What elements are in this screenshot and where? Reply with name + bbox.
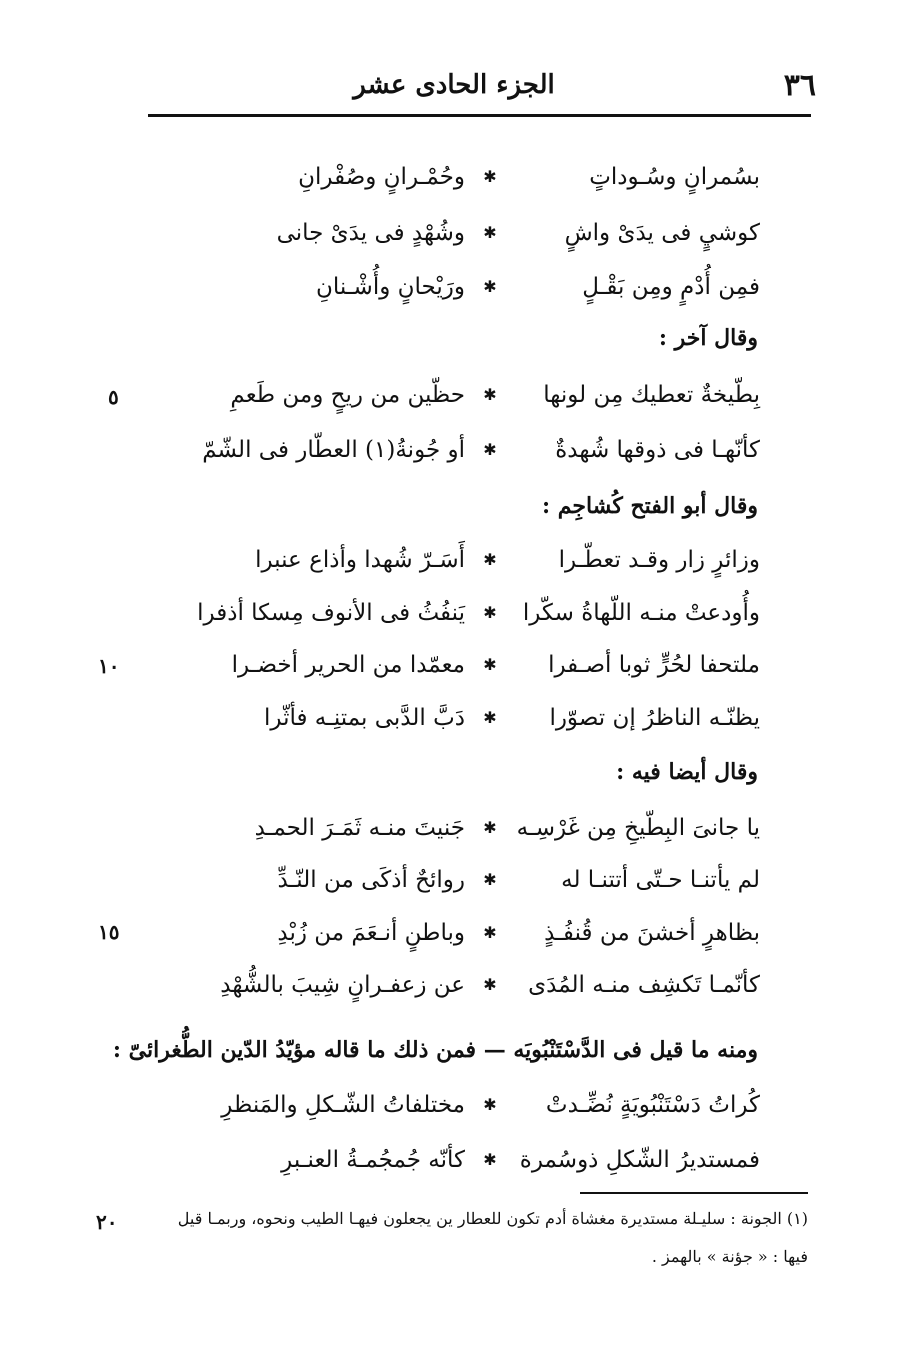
verse-line — [200, 262, 760, 312]
verse-line — [200, 960, 760, 1010]
verse-line — [200, 208, 760, 258]
star-separator-icon: ✱ — [483, 975, 497, 994]
first-hemistich: بظاهرٍ أخشنَ من قُنفُـذٍ — [544, 920, 760, 946]
first-hemistich: كُراتُ دَسْتَنْبُويَةٍ نُضِّـدتْ — [545, 1092, 760, 1118]
line-number: ٢٠ — [96, 1210, 118, 1234]
second-hemistich: جَنيتَ منـه ثَمَـرَ الحمـدِ — [254, 815, 465, 841]
second-hemistich: حظّين من ريحٍ ومن طَعمِ — [230, 382, 465, 408]
first-hemistich: كأنّهـا فى ذوقها شُهدةٌ — [555, 437, 760, 463]
verse-line — [200, 425, 760, 475]
star-separator-icon: ✱ — [483, 655, 497, 674]
verse-line — [200, 693, 760, 743]
second-hemistich: وحُمْـرانٍ وصُفْرانِ — [298, 164, 465, 190]
star-separator-icon: ✱ — [483, 440, 497, 459]
star-separator-icon: ✱ — [483, 818, 497, 837]
second-hemistich: روائحٌ أذكَى من النّـدِّ — [277, 867, 465, 893]
footnote-line: (١) الجونة : سليـلة مستديرة مغشاة أدم تكون للعطار ين يجعلون فيهـا الطيب ونحوه، وربمـا قيل — [177, 1209, 808, 1228]
verse-line — [200, 1080, 760, 1130]
first-hemistich: يظنّـه الناظرُ إن تصوّرا — [549, 705, 760, 731]
second-hemistich: مختلفاتُ الشّـكلِ والمَنظرِ — [221, 1092, 465, 1118]
verse-line — [200, 855, 760, 905]
star-separator-icon: ✱ — [483, 167, 497, 186]
star-separator-icon: ✱ — [483, 223, 497, 242]
poem-intro: ومنه ما قيل فى الدَّسْتَنْبُويَه — فمن ذلك ما قاله مؤيّدُ الدّين الطُّغرائىّ : — [112, 1037, 758, 1063]
line-number: ١٠ — [98, 654, 120, 678]
line-number: ١٥ — [98, 920, 120, 944]
star-separator-icon: ✱ — [483, 708, 497, 727]
poem-intro: وقال أيضا فيه : — [616, 759, 758, 785]
first-hemistich: بسُمرانٍ وسُـوداتٍ — [589, 164, 760, 190]
second-hemistich: كأنّه جُمجُمـةُ العنـبرِ — [281, 1147, 465, 1173]
first-hemistich: وزائرٍ زار وقـد تعطّـرا — [558, 547, 760, 573]
second-hemistich: ورَيْحانٍ وأُشْـنانِ — [315, 274, 465, 300]
verse-line — [197, 588, 760, 638]
running-title: الجزء الحادى عشر — [353, 70, 555, 100]
line-number: ٥ — [108, 385, 119, 409]
verse-line — [200, 535, 760, 585]
second-hemistich: معمّدا من الحرير أخضـرا — [231, 652, 465, 678]
verse-line — [200, 152, 760, 202]
star-separator-icon: ✱ — [483, 550, 497, 569]
verse-line — [200, 640, 760, 690]
verse-line — [200, 370, 760, 420]
star-separator-icon: ✱ — [483, 277, 497, 296]
first-hemistich: ملتحفا لحُرٍّ ثوبا أصـفرا — [548, 652, 760, 678]
page-number: ٣٦ — [783, 68, 816, 103]
first-hemistich: يا جانىَ البِطّيخِ مِن غَرْسِـه — [516, 815, 760, 841]
second-hemistich: دَبَّ الدَّبى بمتنِـه فأثّرا — [263, 705, 465, 731]
first-hemistich: فمستديرُ الشّكلِ ذوسُمرة — [519, 1147, 760, 1173]
footnote-rule — [580, 1192, 808, 1194]
first-hemistich: وأُودعتْ منـه اللّهاةُ سكّرا — [522, 600, 760, 626]
verse-line — [200, 803, 760, 853]
first-hemistich: كأنّمـا تَكشِف منـه المُدَى — [528, 972, 760, 998]
star-separator-icon: ✱ — [483, 385, 497, 404]
star-separator-icon: ✱ — [483, 870, 497, 889]
verse-line — [200, 908, 760, 958]
poem-intro: وقال أبو الفتح كُشاجِم : — [541, 493, 758, 519]
verse-line — [200, 1135, 760, 1185]
star-separator-icon: ✱ — [483, 603, 497, 622]
second-hemistich: أو جُونةُ(١) العطّار فى الشّمّ — [202, 437, 465, 463]
star-separator-icon: ✱ — [483, 1095, 497, 1114]
poem-intro: وقال آخر : — [658, 325, 758, 351]
footnote-line: فيها : « جؤنة » بالهمز . — [651, 1247, 808, 1266]
header-rule — [148, 114, 811, 117]
second-hemistich: وشُهْدٍ فى يدَىْ جانى — [276, 220, 465, 246]
first-hemistich: لم يأتنـا حـتّى أتتنـا له — [561, 867, 760, 893]
first-hemistich: فمِن أُدْمٍ ومِن بَقْـلٍ — [582, 274, 760, 300]
second-hemistich: يَنفُثُ فى الأنوف مِسكا أذفرا — [197, 600, 465, 626]
first-hemistich: بِطّيخةٌ تعطيك مِن لونها — [543, 382, 760, 408]
first-hemistich: كوشيٍ فى يدَىْ واشٍ — [564, 220, 760, 246]
star-separator-icon: ✱ — [483, 923, 497, 942]
second-hemistich: أَسَـرّ شُهدا وأذاع عنبرا — [255, 547, 465, 573]
star-separator-icon: ✱ — [483, 1150, 497, 1169]
second-hemistich: عن زعفـرانٍ شِيبَ بالشُّهْدِ — [220, 972, 465, 998]
second-hemistich: وباطنٍ أنـعَمَ من زُبْدِ — [277, 920, 465, 946]
